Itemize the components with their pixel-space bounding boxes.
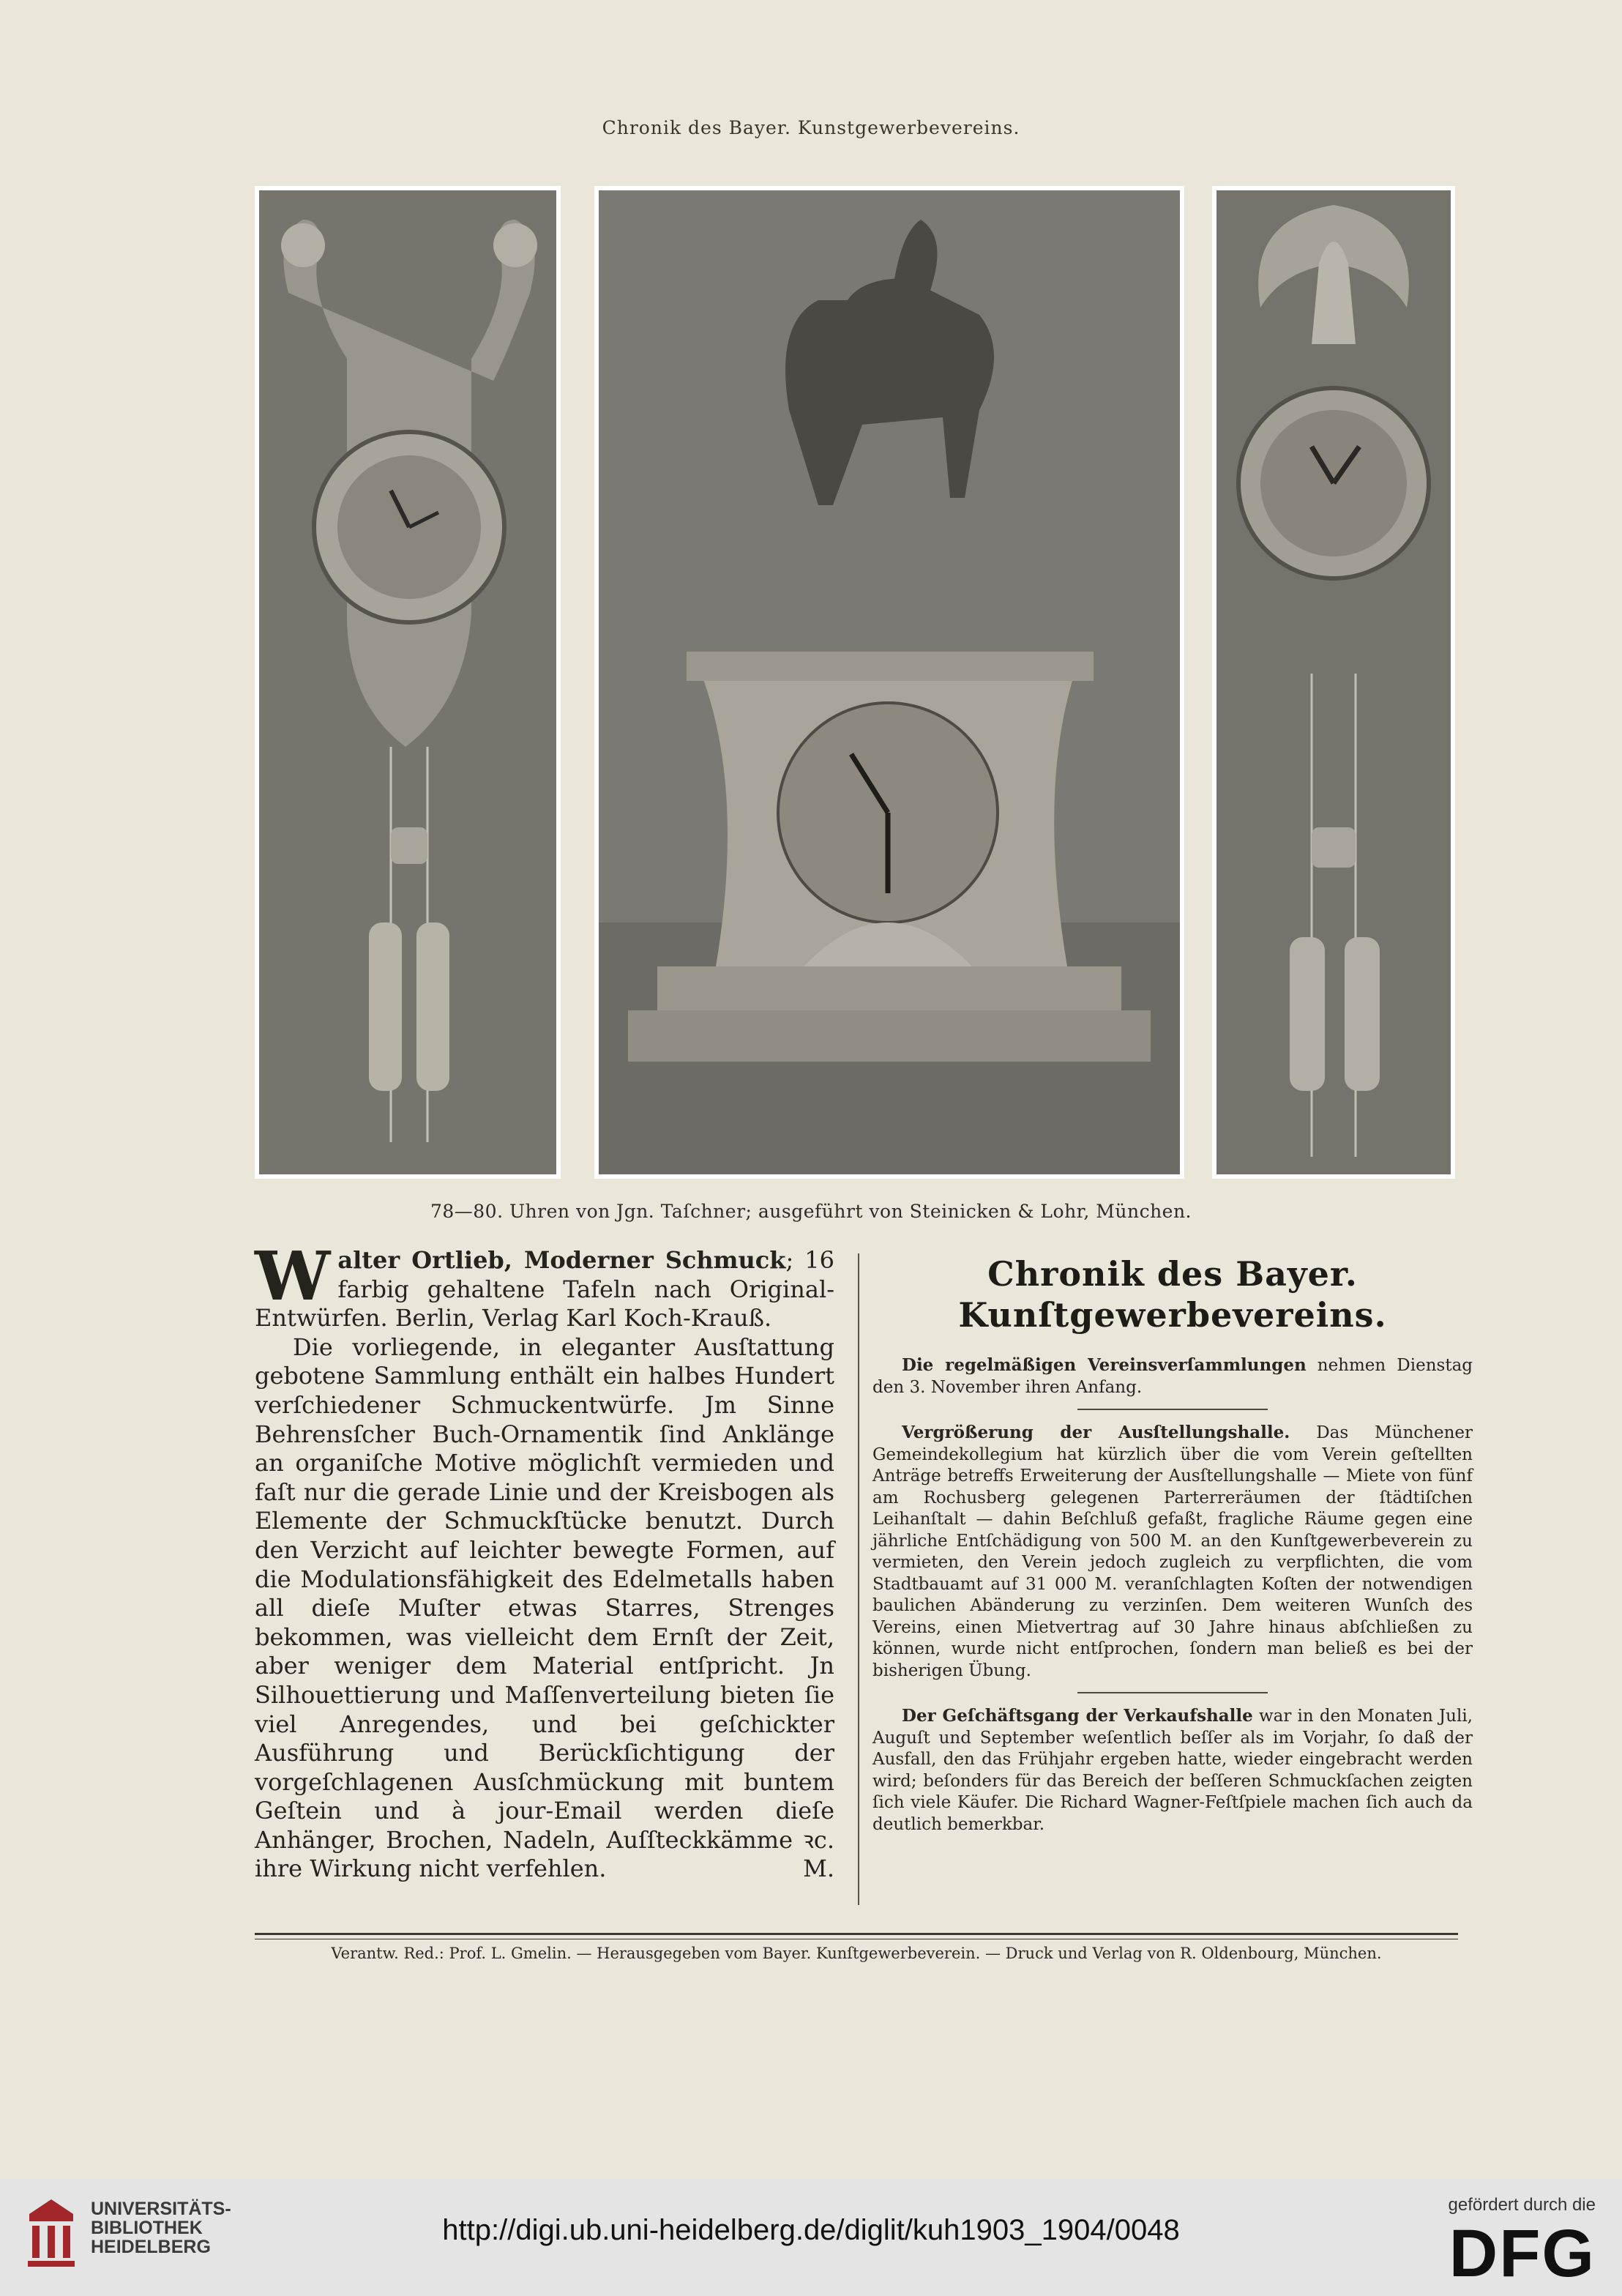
photo-wall-clock-right [1216,190,1451,1174]
review-body [255,1333,834,1884]
photo-table-clock-middle [599,190,1180,1174]
plate-right-wall-clock [1212,186,1455,1179]
review-byline: alter Ortlieb, Moderner Schmuck [337,1246,786,1274]
right-column-chronicle [872,1253,1473,1835]
review-intro-rest: ; 16 farbig gehaltene Tafeln nach Original-Entwürfen. Berlin, Verlag Karl Koch-Krauß. [255,1246,834,1332]
left-column-review [255,1237,834,1884]
plate-middle-table-clock [594,186,1184,1179]
footer-rule-thick [255,1933,1458,1935]
chronicle-paragraph-3-lead: Der Geſchäftsgang der Verkaufshalle [902,1706,1253,1726]
digitization-footer [0,2179,1622,2296]
running-head: Chronik des Bayer. Kunstgewerbevereins. [602,117,1020,138]
section-separator-1 [1077,1409,1268,1410]
chronicle-paragraph-2-text: Das Münchener Gemeindekollegium hat kürzlich über die vom Verein geſtellten Anträge betreffs Erweiterung der Ausſtellungshalle — Miete von fünf am Rochusberg gelegenen Parterreräumen der ſtädtiſchen Leihanſtalt — dahin Beſchluß gefaßt, fragliche Räume gegen eine jährliche Entſchädigung von 500 M. an den Kunſtgewerbeverein zu vermieten, den Verein jedoch zugleich zu verpflichten, die vom Stadtbauamt auf 31 000 M. veranſchlagten Koſten der notwendigen baulichen Abänderung zu verzinſen. Dem weiteren Wunſch des Vereins, einen Mietvertrag auf 30 Jahre hinaus abſchließen zu können, wurde nicht entſprochen, ſondern man beließ es bei der bisherigen Übung. [872,1423,1473,1680]
permalink-url[interactable]: http://digi.ub.uni-heidelberg.de/diglit/kuh1903_1904/0048 [442,2214,1180,2246]
chronicle-paragraph-2 [872,1422,1473,1682]
dfg-logo[interactable]: DFG [1449,2216,1596,2291]
funding-label: gefördert durch die [1448,2195,1596,2215]
review-signature: M. [803,1855,834,1883]
chronicle-heading: Chronik des Bayer. Kunſtgewerbevereins. [958,1254,1387,1335]
library-name-line-1: UNIVERSITÄTS- [91,2199,231,2219]
figure-caption: 78—80. Uhren von Jgn. Taſchner; ausgeführt von Steinicken & Lohr, München. [430,1201,1192,1222]
chronicle-paragraph-3 [872,1705,1473,1835]
chronicle-paragraph-1-lead: Die regelmäßigen Vereinsverſammlungen [902,1355,1307,1375]
chronicle-paragraph-3-text: war in den Monaten Juli, Auguſt und September weſentlich beſſer als im Vorjahr, ſo daß der Ausfall, den das Frühjahr ergeben hatte, wieder eingebracht werden wird; beſonders für das Bereich der beſſeren Schmuckſachen zeigten ſich viele Käufer. Die Richard Wagner-Feſtſpiele machen ſich auch da deutlich bemerkbar. [872,1707,1473,1834]
plate-left-wall-clock [255,186,561,1179]
drop-cap: W [255,1237,331,1316]
chronicle-paragraph-1 [872,1354,1473,1398]
chronicle-paragraph-1-text: nehmen Dienstag den 3. November ihren Anfang. [872,1356,1473,1397]
chronicle-paragraph-2-lead: Vergrößerung der Ausſtellungshalle. [902,1423,1290,1442]
column-divider [858,1253,859,1905]
imprint-line: Verantw. Red.: Prof. L. Gmelin. — Herausgegeben vom Bayer. Kunſtgewerbeverein. — Druck und Verlag von R. Oldenbourg, München. [331,1945,1382,1962]
library-name-line-3: HEIDELBERG [91,2237,211,2257]
review-intro [255,1237,834,1333]
section-separator-2 [1077,1692,1268,1693]
review-body-text: Die vorliegende, in eleganter Ausſtattung gebotene Sammlung enthält ein halbes Hundert verſchiedener Schmuckentwürfe. Jm Sinne Behrensſcher Buch-Ornamentik ſind Anklänge an organiſche Motive möglichſt vermieden und faſt nur die gerade Linie und der Kreisbogen als Elemente der Schmuckſtücke benutzt. Durch den Verzicht auf leichter bewegte Formen, auf die Modulationsfähigkeit des Edelmetalls haben all dieſe Muſter etwas Starres, Strenges bekommen, was vielleicht dem Ernſt der Zeit, aber weniger dem Material entſpricht. Jn Silhouettierung und Maſſenverteilung bieten ſie viel Anregendes, und bei geſchickter Ausführung und Berückſichtigung der vorgeſchlagenen Ausſchmückung mit buntem Geſtein und à jour-Email werden dieſe Anhänger, Brochen, Nadeln, Auſſteckkämme ꝛc. ihre Wirkung nicht verfehlen. [255,1332,834,1883]
photo-wall-clock-left [259,190,556,1174]
library-name-line-2: BIBLIOTHEK [91,2218,203,2238]
